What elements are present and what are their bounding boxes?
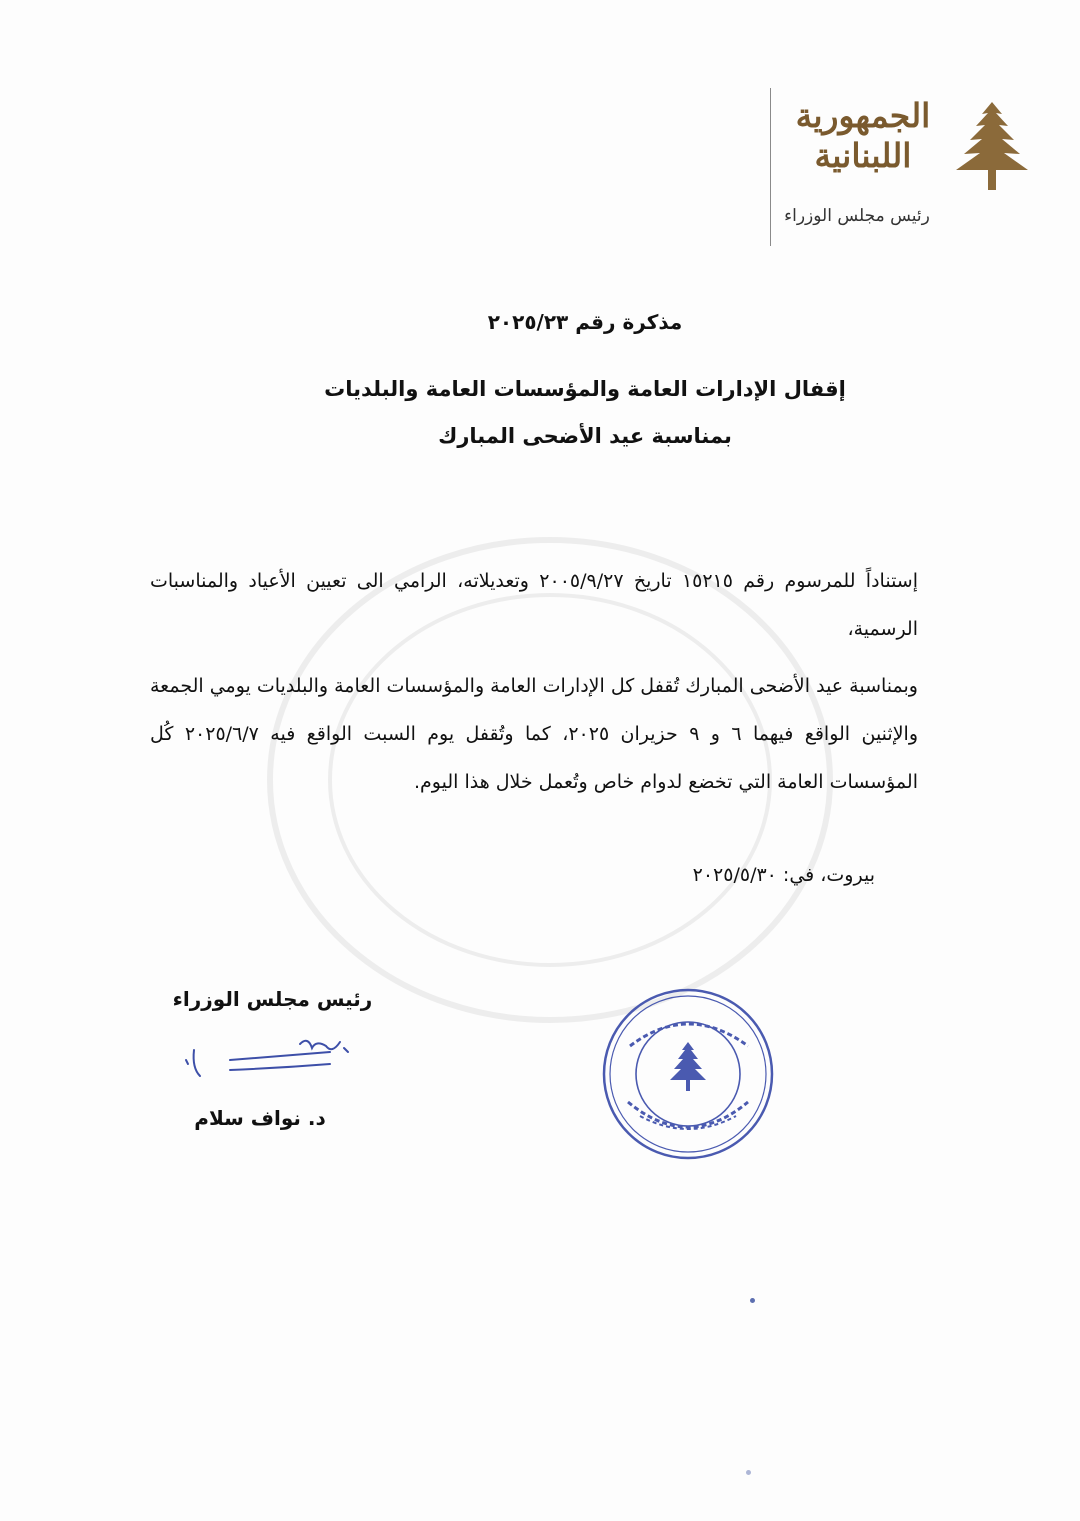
signatory-name: د. نواف سلام — [194, 1106, 326, 1130]
letterhead-divider — [770, 88, 771, 246]
official-stamp — [598, 984, 778, 1164]
memo-heading-line-1: إقفال الإدارات العامة والمؤسسات العامة والبلديات — [324, 377, 846, 401]
body-paragraph-1: إستناداً للمرسوم رقم ١٥٢١٥ تاريخ ٢٠٠٥/٩/٢٧ وتعديلاته، الرامي الى تعيين الأعياد والمناسبات الرسمية، — [150, 570, 919, 640]
ink-dot — [746, 1470, 751, 1475]
cedar-tree-logo — [952, 98, 1032, 194]
memo-heading-line-2: بمناسبة عيد الأضحى المبارك — [438, 424, 732, 448]
body-paragraph-2: وبمناسبة عيد الأضحى المبارك تُقفل كل الإدارات العامة والمؤسسات العامة والبلديات يومي الجمعة والإثنين الواقع فيهما ٦ و ٩ حزيران ٢٠٢٥، كما وتُقفل يوم السبت الواقع فيه ٢٠٢٥/٦/٧ كُل المؤسسات العامة التي تخضع لدوام خاص وتُعمل خلال هذا اليوم. — [150, 675, 918, 793]
dateline: بيروت، في: ٢٠٢٥/٥/٣٠ — [692, 864, 875, 886]
letterhead-line-1: الجمهورية — [795, 96, 931, 135]
letterhead-office: رئيس مجلس الوزراء — [784, 206, 930, 226]
ink-dot — [750, 1298, 755, 1303]
handwritten-signature — [180, 1030, 360, 1100]
letterhead-line-2: اللبنانية — [814, 136, 912, 175]
signatory-title: رئيس مجلس الوزراء — [172, 987, 373, 1011]
letterhead-republic-name — [788, 96, 938, 176]
letterhead — [742, 88, 1032, 248]
memo-number: مذكرة رقم ٢٠٢٥/٢٣ — [487, 310, 683, 334]
